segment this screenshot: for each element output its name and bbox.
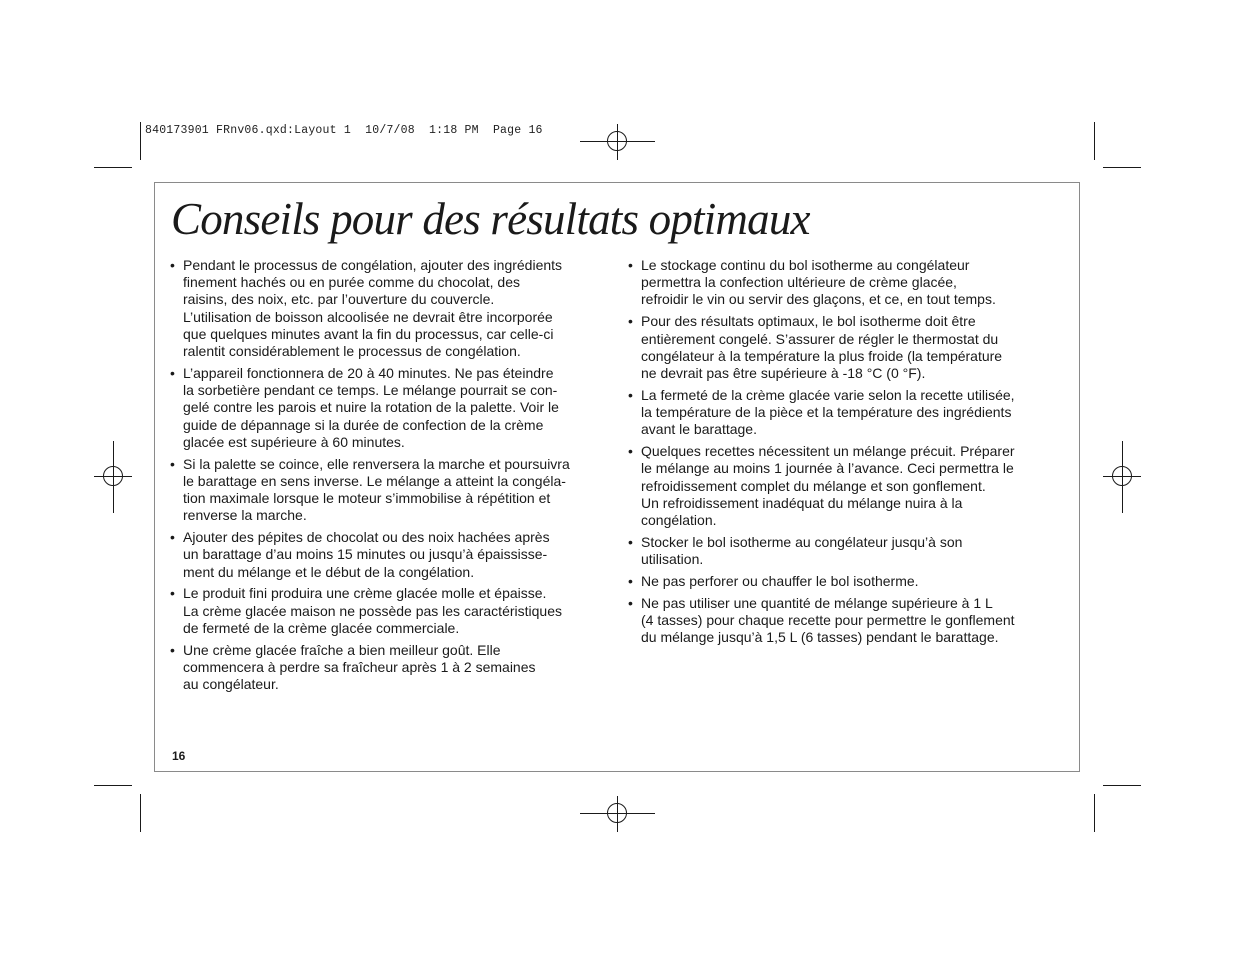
registration-mark-top-circle [607, 131, 627, 151]
tip-text: L’appareil fonctionnera de 20 à 40 minutes. Ne pas éteindre la sorbetière pendant ce temps. Le mélange pourrait se con- gelé contre les parois et nuire la rotation de la palette. Voir le guide de dépannage si la durée de confection de la crème glacée est supérieure à 60 minutes. [183, 364, 559, 450]
tip-list-item [170, 456, 610, 525]
tip-text: Pendant le processus de congélation, ajouter des ingrédients finement hachés ou en purée comme du chocolat, des raisins, des noix, etc. par l’ouverture du couvercle. L’utilisation de boisson alcoolisée ne devrait être incorporée que quelques minutes avant la fin du processus, car celle-ci ralentit considérablement le processus de congélation. [183, 257, 563, 360]
tip-list-item [170, 585, 610, 637]
tip-text: Ne pas utiliser une quantité de mélange supérieure à 1 L (4 tasses) pour chaque recette pour permettre le gonflement du mélange jusqu’à 1,5 L (6 tasses) pendant le barattage. [641, 594, 1015, 646]
crop-mark-bottom-left-vertical [140, 794, 141, 832]
tip-text: Le stockage continu du bol isotherme au congélateur permettra la confection ultérieure de crème glacée, refroidir le vin ou servir des glaçons, et ce, en tout temps. [641, 257, 996, 308]
tip-text: Stocker le bol isotherme au congélateur jusqu’à son utilisation. [641, 533, 963, 567]
page-number: 16 [172, 749, 186, 763]
bullet-icon: • [628, 572, 633, 589]
tip-text: Une crème glacée fraîche a bien meilleur goût. Elle commencera à perdre sa fraîcheur après 1 à 2 semaines au congélateur. [183, 641, 536, 693]
tip-list-item [170, 257, 610, 360]
tip-list-item [170, 365, 610, 451]
tip-list-item [628, 595, 1068, 647]
crop-mark-top-left-horizontal [94, 167, 132, 168]
tip-text: La fermeté de la crème glacée varie selon la recette utilisée, la température de la pièce et la température des ingrédients avant le barattage. [641, 386, 1015, 438]
tip-list-item [170, 642, 610, 694]
bullet-icon: • [628, 443, 633, 460]
bullet-icon: • [628, 257, 633, 273]
bullet-icon: • [170, 585, 175, 602]
tip-text: Si la palette se coince, elle renversera la marche et poursuivra le barattage en sens inverse. Le mélange a atteint la congéla- tion maximale lorsque le moteur s’immobilise à répétition et renverse la marche. [183, 455, 570, 524]
crop-mark-bottom-right-vertical [1094, 794, 1095, 832]
right-tips-list [628, 257, 1068, 651]
bullet-icon: • [170, 455, 175, 472]
bullet-icon: • [628, 533, 633, 550]
tip-list-item [628, 313, 1068, 382]
page-title: Conseils pour des résultats optimaux [171, 194, 810, 244]
printer-slug-line: 840173901 FRnv06.qxd:Layout 1 10/7/08 1:18 PM Page 16 [145, 124, 543, 137]
tip-list-item [170, 529, 610, 581]
tip-text: Pour des résultats optimaux, le bol isotherme doit être entièrement congelé. S’assurer de régler le thermostat du congélateur à la température la plus froide (la température ne devrait pas être supérieure à -18 °C (0 °F). [641, 313, 1003, 381]
left-tips-list [170, 257, 610, 698]
crop-mark-bottom-right-horizontal [1103, 785, 1141, 786]
bullet-icon: • [628, 386, 633, 403]
tip-list-item [628, 257, 1068, 309]
bullet-icon: • [170, 257, 175, 273]
crop-mark-top-right-vertical [1094, 122, 1095, 160]
bullet-icon: • [628, 594, 633, 611]
tip-text: Le produit fini produira une crème glacée molle et épaisse. La crème glacée maison ne possède pas les caractéristiques de fermeté de la crème glacée commerciale. [183, 585, 562, 636]
tip-text: Ajouter des pépites de chocolat ou des noix hachées après un barattage d’au moins 15 minutes ou jusqu’à épaississe- ment du mélange et le début de la congélation. [183, 529, 550, 580]
tip-list-item [628, 387, 1068, 439]
crop-mark-top-left-vertical [140, 122, 141, 160]
registration-mark-left-circle [103, 466, 123, 486]
bullet-icon: • [170, 641, 175, 658]
tip-list-item [628, 534, 1068, 568]
bullet-icon: • [170, 529, 175, 546]
tip-text: Ne pas perforer ou chauffer le bol isotherme. [641, 572, 919, 589]
bullet-icon: • [628, 313, 633, 330]
registration-mark-right-circle [1112, 466, 1132, 486]
tip-list-item [628, 573, 1068, 590]
tip-list-item [628, 443, 1068, 529]
registration-mark-bottom-circle [607, 803, 627, 823]
crop-mark-bottom-left-horizontal [94, 785, 132, 786]
tip-text: Quelques recettes nécessitent un mélange précuit. Préparer le mélange au moins 1 journée à l’avance. Ceci permettra le refroidissement complet du mélange et son gonflement. Un refroidissement inadéquat du mélange nuira à la congélation. [641, 443, 1015, 528]
crop-mark-top-right-horizontal [1103, 167, 1141, 168]
bullet-icon: • [170, 364, 175, 381]
